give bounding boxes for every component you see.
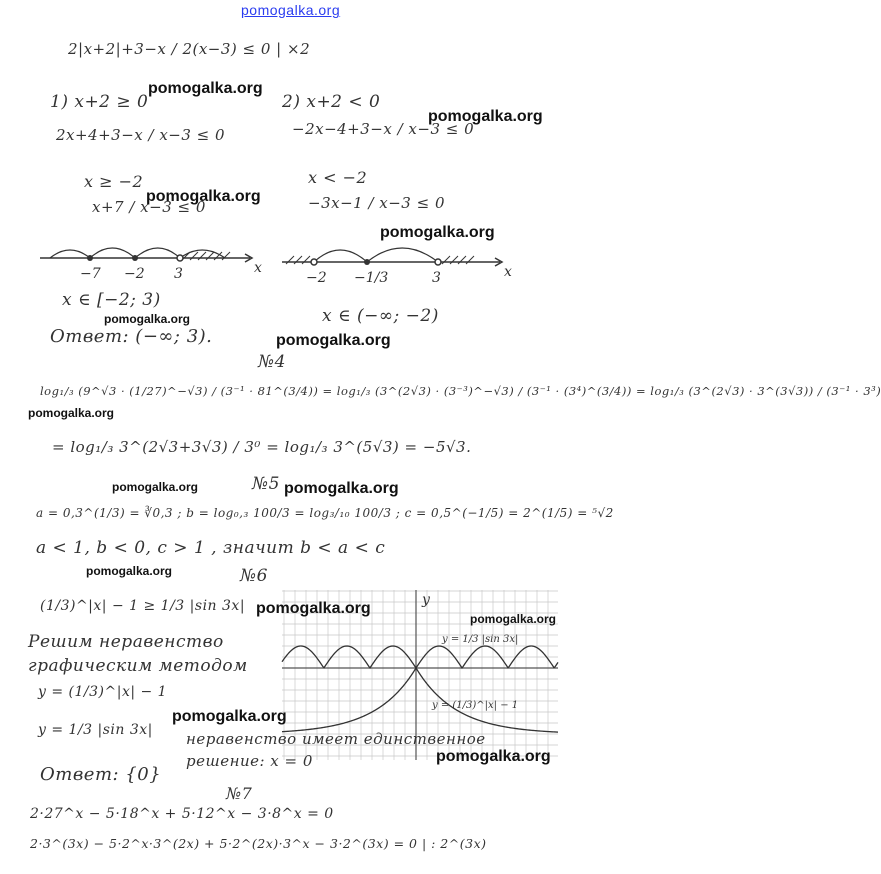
- watermark: pomogalka.org: [470, 612, 557, 626]
- number-line-1-axis-label: x: [254, 260, 262, 276]
- answer-problem-6: Ответ: {0}: [40, 764, 162, 785]
- graph-sin-label: y = 1/3 |sin 3x|: [442, 634, 519, 645]
- case-2-system-x: x < −2: [308, 168, 368, 187]
- watermark: pomogalka.org: [146, 188, 261, 205]
- case-2-solution: x ∈ (−∞; −2): [322, 306, 439, 326]
- watermark: pomogalka.org: [148, 80, 263, 97]
- watermark: pomogalka.org: [380, 224, 495, 241]
- problem-4-number: №4: [258, 352, 286, 372]
- watermark: pomogalka.org: [172, 708, 287, 725]
- watermark: pomogalka.org: [256, 600, 371, 617]
- problem-6-function-2: y = 1/3 |sin 3x|: [38, 722, 153, 738]
- watermark: pomogalka.org: [28, 406, 115, 420]
- number-line-1-point-b: [132, 255, 138, 261]
- watermark: pomogalka.org: [112, 480, 199, 494]
- number-line-2-point-c: [435, 259, 441, 265]
- problem-5-comparison: a < 1, b < 0, c > 1 , значит b < a < c: [36, 538, 386, 558]
- problem-6-function-1: y = (1/3)^|x| − 1: [38, 684, 168, 700]
- watermark: pomogalka.org: [104, 312, 191, 326]
- case-1-inequality: 2x+4+3−x / x−3 ≤ 0: [56, 126, 226, 144]
- graph-y-label: y: [422, 592, 430, 608]
- number-line-2-point-b: [364, 259, 370, 265]
- number-line-1-label-c: 3: [174, 266, 183, 282]
- case-2-system-fraction: −3x−1 / x−3 ≤ 0: [308, 194, 445, 212]
- problem-4-log-line-1: log₁/₃ (9^√3 · (1/27)^−√3) / (3⁻¹ · 81^(3/4)) = log₁/₃ (3^(2√3) · (3⁻³)^−√3) / (3⁻¹ · (3⁴)^(3/4)) = log₁/₃ (3^(2√3) · 3^(3√3)) / (3⁻¹ · 3³): [40, 384, 881, 398]
- problem-6-number: №6: [240, 566, 268, 586]
- case-1-system-x: x ≥ −2: [84, 172, 144, 191]
- number-line-2-label-c: 3: [432, 270, 441, 286]
- number-line-2-axis-label: x: [504, 264, 512, 280]
- number-line-1-sign-arc-left: [50, 250, 90, 258]
- case-1-condition: 1) x+2 ≥ 0: [50, 92, 149, 112]
- case-2-inequality: −2x−4+3−x / x−3 ≤ 0: [292, 120, 475, 138]
- problem-6-method-line-2: графическим методом: [28, 656, 248, 676]
- problem-7-number: №7: [226, 784, 253, 803]
- number-line-2-label-a: −2: [306, 270, 327, 286]
- number-line-1-point-a: [87, 255, 93, 261]
- watermark: pomogalka.org: [436, 748, 551, 765]
- case-1-system-fraction: x+7 / x−3 ≤ 0: [92, 198, 206, 216]
- problem-6-method-line-1: Решим неравенство: [28, 632, 224, 652]
- problem-6-inequality: (1/3)^|x| − 1 ≥ 1/3 |sin 3x|: [40, 598, 246, 614]
- number-line-case-1: [40, 232, 265, 284]
- problem-5-values: a = 0,3^(1/3) = ∛0,3 ; b = log₀,₃ 100/3 = log₃/₁₀ 100/3 ; c = 0,5^(−1/5) = 2^(1/5) = ⁵√2: [36, 506, 614, 520]
- inequality-line-1: 2|x+2|+3−x / 2(x−3) ≤ 0 | ×2: [68, 40, 311, 58]
- problem-7-equation-2: 2·3^(3x) − 5·2^x·3^(2x) + 5·2^(2x)·3^x − 3·2^(3x) = 0 | : 2^(3x): [30, 836, 487, 851]
- number-line-1-point-c: [177, 255, 183, 261]
- case-1-solution: x ∈ [−2; 3): [62, 290, 161, 310]
- number-line-2-label-b: −1/3: [354, 270, 389, 286]
- number-line-1-label-b: −2: [124, 266, 145, 282]
- watermark: pomogalka.org: [276, 332, 391, 349]
- number-line-2-point-a: [311, 259, 317, 265]
- watermark: pomogalka.org: [428, 108, 543, 125]
- graph-exp-label: y = (1/3)^|x| − 1: [432, 700, 519, 711]
- watermark: pomogalka.org: [284, 480, 399, 497]
- problem-6-conclusion-line-1: неравенство имеет единственное: [186, 730, 486, 748]
- problem-6-conclusion-line-2: решение: x = 0: [186, 752, 313, 770]
- number-line-2-sign-arcs: [314, 248, 438, 262]
- watermark: pomogalka.org: [86, 564, 173, 578]
- problem-4-log-line-2: = log₁/₃ 3^(2√3+3√3) / 3⁰ = log₁/₃ 3^(5√3) = −5√3.: [52, 438, 472, 456]
- top-watermark-link[interactable]: pomogalka.org: [241, 2, 341, 18]
- problem-7-equation-1: 2·27^x − 5·18^x + 5·12^x − 3·8^x = 0: [30, 806, 334, 822]
- problem-5-number: №5: [252, 474, 280, 494]
- number-line-1-sign-arc-right: [180, 250, 225, 258]
- case-2-condition: 2) x+2 < 0: [282, 92, 381, 112]
- number-line-1-label-a: −7: [80, 266, 101, 282]
- answer-problem-3: Ответ: (−∞; 3).: [50, 326, 213, 347]
